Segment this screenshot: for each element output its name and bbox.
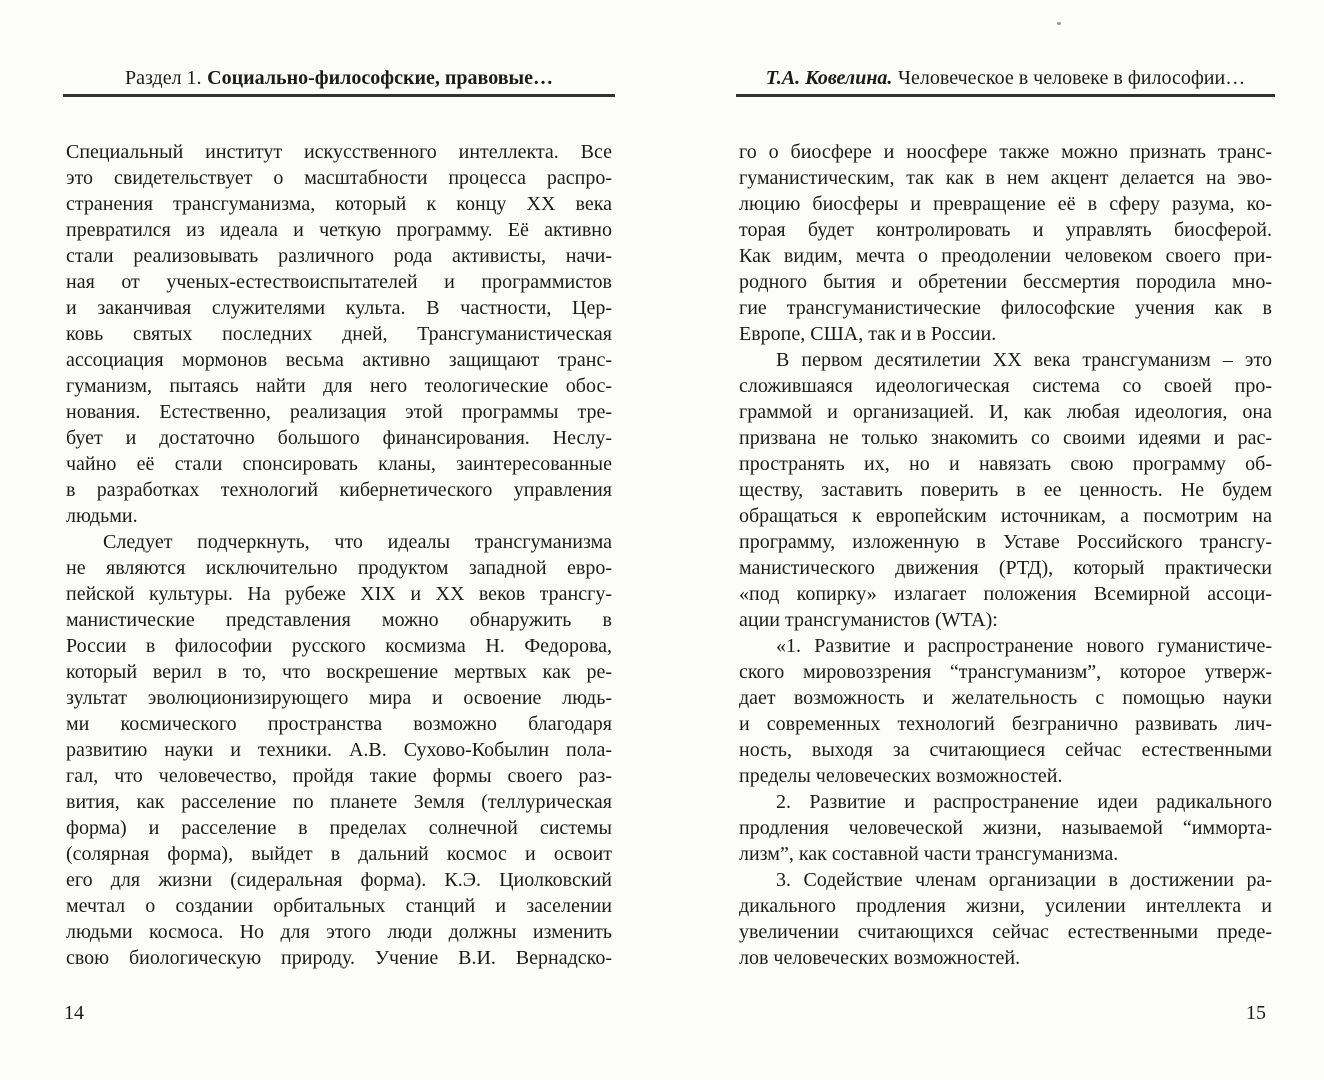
right-page — [739, 0, 1272, 1080]
text-line: Как видим, мечта о преодолении человеком своего при- — [739, 245, 1272, 267]
text-line: граммой и организацией. И, как любая идеология, она — [739, 401, 1272, 423]
text-line: гуманизм, пытаясь найти для него теологические обос- — [66, 375, 612, 397]
text-line: торая будет контролировать и управлять биосферой. — [739, 219, 1272, 241]
text-line: вития, как расселение по планете Земля (теллурическая — [66, 791, 612, 813]
text-line: в разработках технологий кибернетического управления — [66, 479, 612, 501]
text-line: ковь святых последних дней, Трансгуманистическая — [66, 323, 612, 345]
right-page-number: 15 — [1246, 1002, 1266, 1024]
text-line: го о биосфере и ноосфере также можно признать транс- — [739, 141, 1272, 163]
section-title: Социально-философские, правовые… — [207, 67, 554, 89]
text-line: лизм”, как составной части трансгуманизма. — [739, 843, 1119, 865]
text-line: пространять их, но и навязать свою программу об- — [739, 453, 1272, 475]
text-line: форма) и расселение в пределах солнечной системы — [66, 817, 612, 839]
text-line: Специальный институт искусственного интеллекта. Все — [66, 141, 612, 163]
left-page — [66, 0, 612, 1080]
text-line: 2. Развитие и распространение идеи радикального — [776, 791, 1272, 813]
text-line: бует и достаточно большого финансирования. Неслу- — [66, 427, 612, 449]
text-line: Следует подчеркнуть, что идеалы трансгуманизма — [103, 531, 612, 553]
text-line: продления человеческой жизни, называемой “имморта- — [739, 817, 1272, 839]
left-page-number: 14 — [64, 1002, 84, 1024]
text-line: ществу, заставить поверить в ее ценность. Не будем — [739, 479, 1272, 501]
text-line: люцию биосферы и превращение её в сферу разума, ко- — [739, 193, 1272, 215]
text-line: его для жизни (сидеральная форма). К.Э. Циолковский — [66, 869, 612, 891]
text-line: ная от ученых-естествоиспытателей и программистов — [66, 271, 612, 293]
text-line: пейской культуры. На рубеже XIX и XX веков трансгу- — [66, 583, 612, 605]
left-page-text — [66, 139, 612, 971]
text-line: не являются исключительно продуктом западной евро- — [66, 557, 612, 579]
text-line: ского мировоззрения “трансгуманизм”, которое утверж- — [739, 661, 1272, 683]
text-line: ми космического пространства возможно благодаря — [66, 713, 612, 735]
text-line: ность, выходя за считающиеся сейчас естественными — [739, 739, 1272, 761]
text-line: превратился из идеала и четкую программу. Её активно — [66, 219, 612, 241]
text-line: России в философии русского космизма Н. Федорова, — [66, 635, 612, 657]
text-line: пределы человеческих возможностей. — [739, 765, 1063, 787]
text-line: гал, что человечество, пройдя такие формы своего раз- — [66, 765, 612, 787]
text-line: мечтал о создании орбитальных станций и заселении — [66, 895, 612, 917]
text-line: чайно её стали спонсировать кланы, заинтересованные — [66, 453, 612, 475]
text-line: программу, изложенную в Уставе Российского трансгу- — [739, 531, 1272, 553]
text-line: манистические представления можно обнаружить в — [66, 609, 612, 631]
text-line: людьми. — [66, 505, 138, 527]
section-label: Раздел 1. — [124, 67, 202, 89]
text-line: дает возможность и желательность с помощью науки — [739, 687, 1272, 709]
text-line: сложившаяся идеологическая система со своей про- — [739, 375, 1272, 397]
text-line: гуманистическим, так как в нем акцент делается на эво- — [739, 167, 1272, 189]
left-header-rule — [63, 94, 615, 97]
right-page-text — [739, 139, 1272, 971]
text-line: обращаться к европейским источникам, а посмотрим на — [739, 505, 1272, 527]
left-running-header — [66, 66, 612, 90]
text-line: родного бытия и обретении бессмертия породила мно- — [739, 271, 1272, 293]
text-line: и заканчивая служителями культа. В частности, Цер- — [66, 297, 612, 319]
text-line: Европе, США, так и в России. — [739, 323, 997, 345]
article-title: Человеческое в человеке в философии… — [898, 67, 1246, 89]
text-line: и современных технологий безгранично развивать лич- — [739, 713, 1272, 735]
article-author: Т.А. Ковелина. — [765, 67, 893, 89]
text-line: увеличении считающихся сейчас естественными преде- — [739, 921, 1272, 943]
text-line: нования. Естественно, реализация этой программы тре- — [66, 401, 612, 423]
text-line: свою биологическую природу. Учение В.И. Вернадско- — [66, 947, 612, 969]
text-line: который верил в то, что воскрешение мертвых как ре- — [66, 661, 612, 683]
text-line: «1. Развитие и распространение нового гуманистиче- — [776, 635, 1272, 657]
text-line: ассоциация мормонов весьма активно защищают транс- — [66, 349, 612, 371]
text-line: гие трансгуманистические философские учения как в — [739, 297, 1272, 319]
text-line: лов человеческих возможностей. — [739, 947, 1021, 969]
right-header-rule — [736, 94, 1275, 97]
text-line: людьми космоса. Но для этого люди должны изменить — [66, 921, 612, 943]
text-line: странения трансгуманизма, который к концу ХХ века — [66, 193, 612, 215]
text-line: В первом десятилетии ХХ века трансгуманизм – это — [776, 349, 1272, 371]
text-line: зультат эволюционизирующего мира и освоение людь- — [66, 687, 612, 709]
text-line: это свидетельствует о масштабности процесса распро- — [66, 167, 612, 189]
text-line: ации трансгуманистов (WTA): — [739, 609, 998, 631]
text-line: дикального продления жизни, усилении интеллекта и — [739, 895, 1272, 917]
text-line: 3. Содействие членам организации в достижении ра- — [776, 869, 1272, 891]
right-running-header — [739, 66, 1272, 90]
text-line: манистического движения (РТД), который практически — [739, 557, 1272, 579]
text-line: «под копирку» излагает положения Всемирной ассоци- — [739, 583, 1272, 605]
text-line: развитию науки и техники. А.В. Сухово-Кобылин пола- — [66, 739, 612, 761]
text-line: стали реализовывать различного рода активисты, начи- — [66, 245, 612, 267]
text-line: (солярная форма), выйдет в дальний космос и освоит — [66, 843, 612, 865]
text-line: призвана не только знакомить со своими идеями и рас- — [739, 427, 1272, 449]
